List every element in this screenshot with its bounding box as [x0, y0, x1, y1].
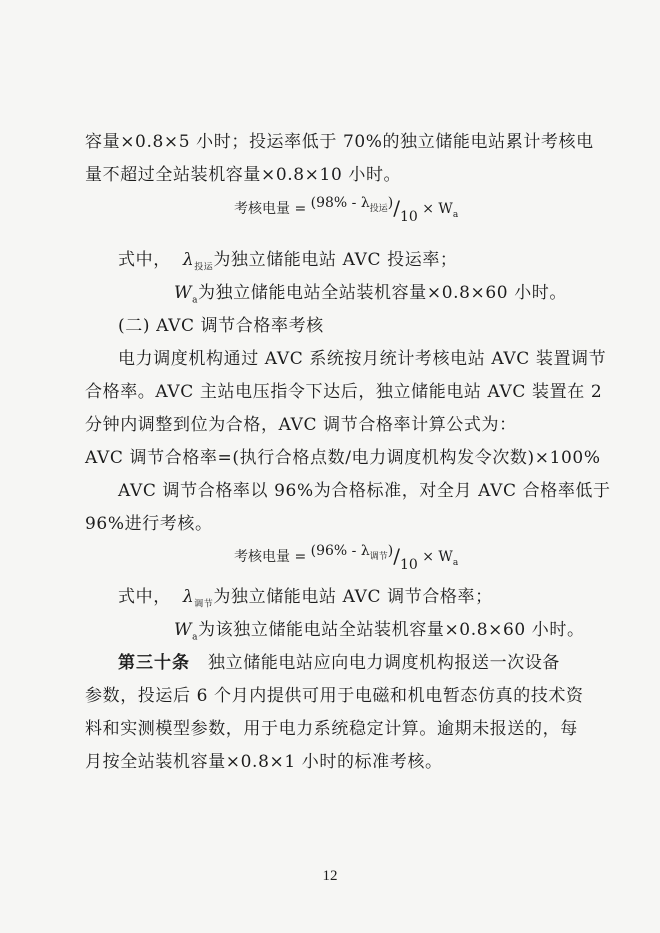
formula-lhs: 考核电量 = [234, 201, 307, 217]
formula-assessment-2 [234, 545, 458, 572]
article-30-line-3: 料和实测模型参数，用于电力系统稳定计算。逾期未报送的，每 [85, 719, 578, 739]
where-line-lambda-1: 式中， $\lambda_{投运}$为独立储能电站 AVC 投运率； [118, 250, 458, 273]
formula-assessment-1 [234, 197, 458, 224]
article-30-line-2: 参数，投运后 6 个月内提供可用于电磁和机电暂态仿真的技术资 [85, 686, 584, 706]
formula-rhs: × $W_a$ [422, 201, 459, 220]
formula-avc-rate: AVC 调节合格率=(执行合格点数/电力调度机构发令次数)×100% [85, 448, 601, 468]
section-heading-avc: (二) AVC 调节合格率考核 [118, 316, 324, 336]
paragraph-line-6: AVC 调节合格率以 96%为合格标准，对全月 AVC 合格率低于 [118, 481, 611, 501]
formula-numerator: $(98\% - \lambda_{投运})$ [310, 195, 394, 214]
paragraph-line-4: 合格率。AVC 主站电压指令下达后，独立储能电站 AVC 装置在 2 [85, 382, 603, 402]
formula-denominator: 10 [399, 209, 418, 225]
article-heading: 第三十条 [118, 653, 190, 673]
article-30-line-4: 月按全站装机容量×0.8×1 小时的标准考核。 [85, 752, 443, 772]
where-line-w-1: $W_a$为独立储能电站全站装机容量×0.8×60 小时。 [174, 283, 568, 306]
formula-rhs: × $W_a$ [422, 549, 459, 568]
where-line-lambda-2: 式中， $\lambda_{调节}$为独立储能电站 AVC 调节合格率； [118, 587, 493, 610]
fraction-slash: / [393, 544, 400, 568]
paragraph-line-5: 分钟内调整到位为合格，AVC 调节合格率计算公式为： [85, 415, 517, 435]
paragraph-line-2: 量不超过全站装机容量×0.8×10 小时。 [85, 165, 402, 185]
page-number: 12 [322, 868, 338, 884]
where-line-w-2: $W_a$为该独立储能电站全站装机容量×0.8×60 小时。 [174, 620, 585, 643]
paragraph-line-1: 容量×0.8×5 小时；投运率低于 70%的独立储能电站累计考核电 [85, 132, 594, 152]
fraction-slash: / [393, 196, 400, 220]
paragraph-line-7: 96%进行考核。 [85, 514, 213, 534]
formula-numerator: $(96\% - \lambda_{调节})$ [310, 543, 394, 562]
formula-denominator: 10 [399, 557, 418, 573]
article-30-line-1: 第三十条 独立储能电站应向电力调度机构报送一次设备 [118, 653, 561, 673]
paragraph-line-3: 电力调度机构通过 AVC 系统按月统计考核电站 AVC 装置调节 [118, 349, 607, 369]
formula-lhs: 考核电量 = [234, 549, 307, 565]
